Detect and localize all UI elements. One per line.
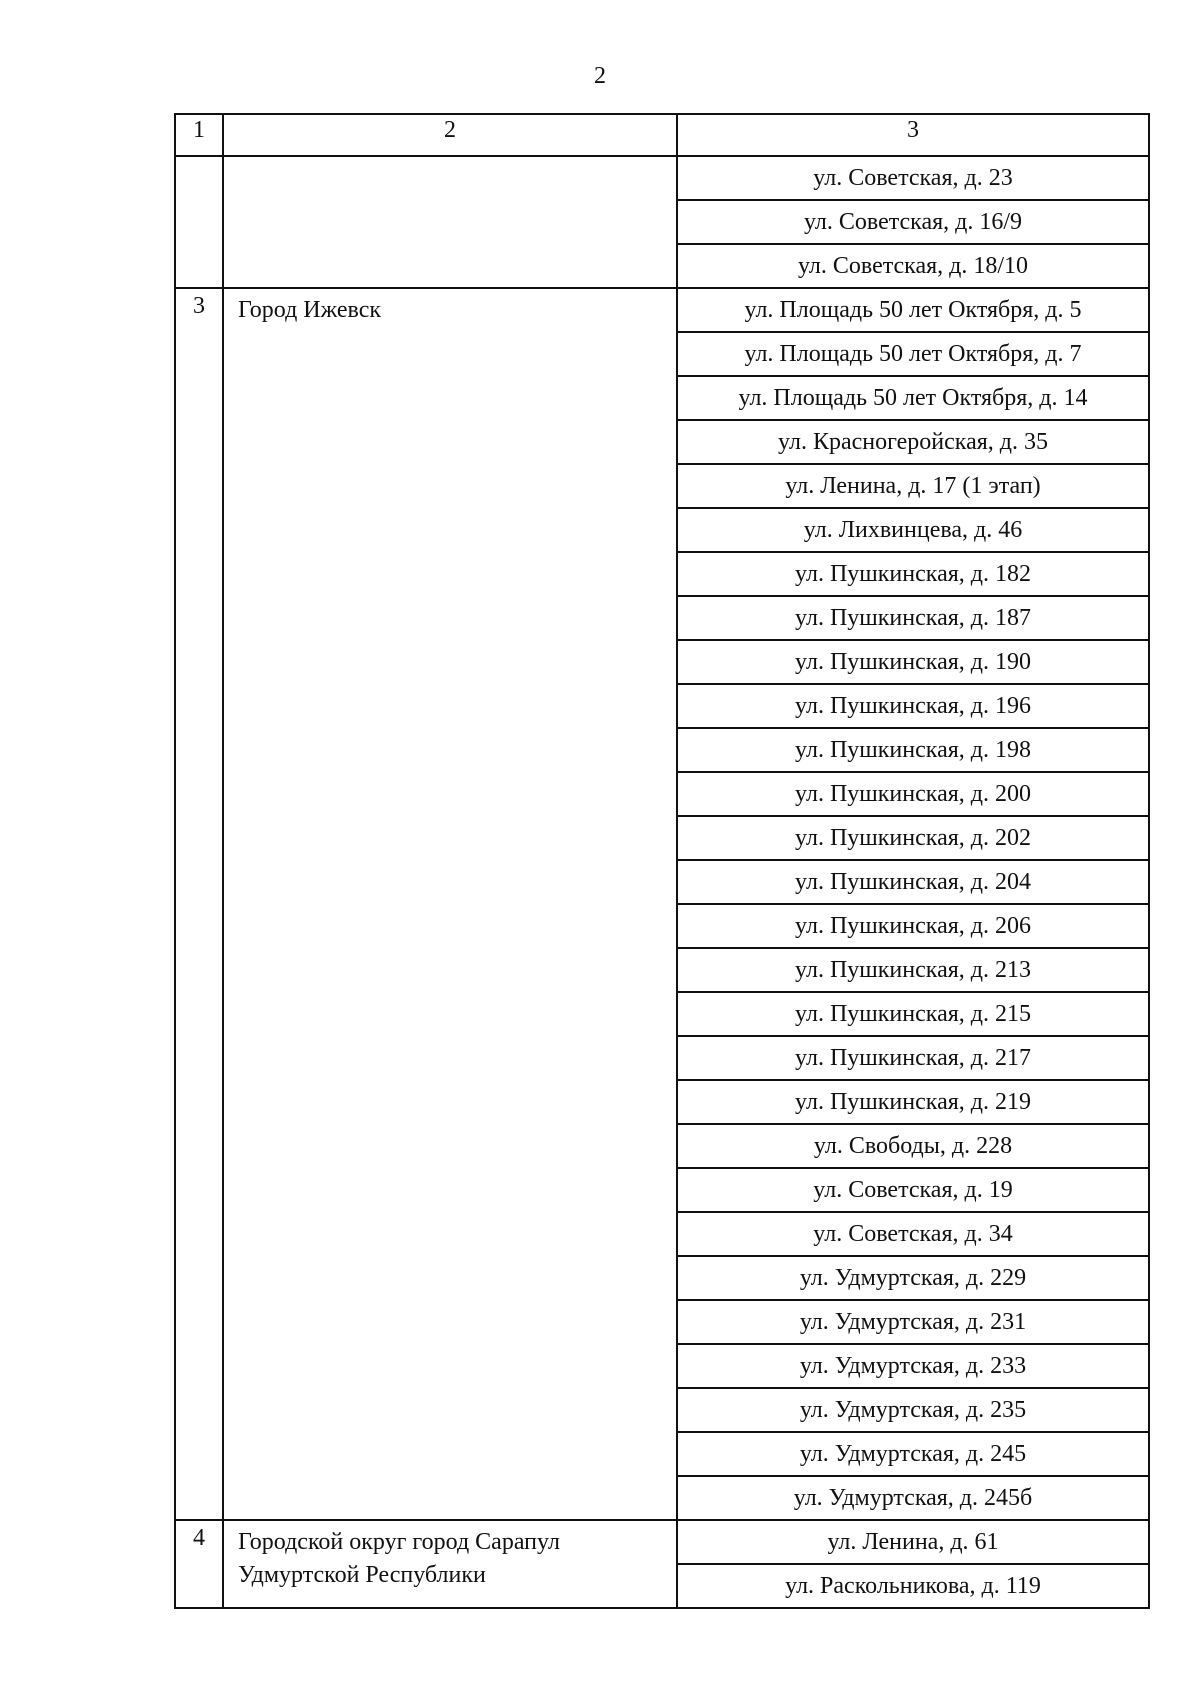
address-cell: ул. Удмуртская, д. 233 [677, 1344, 1149, 1388]
page-number: 2 [594, 63, 606, 89]
address-cell: ул. Пушкинская, д. 182 [677, 552, 1149, 596]
address-table [174, 113, 1150, 1609]
address-cell: ул. Лихвинцева, д. 46 [677, 508, 1149, 552]
address-cell: ул. Ленина, д. 61 [677, 1520, 1149, 1564]
address-cell: ул. Пушкинская, д. 217 [677, 1036, 1149, 1080]
address-cell: ул. Пушкинская, д. 200 [677, 772, 1149, 816]
address-cell: ул. Ленина, д. 17 (1 этап) [677, 464, 1149, 508]
address-cell: ул. Советская, д. 18/10 [677, 244, 1149, 288]
group-number [175, 156, 223, 288]
address-cell: ул. Красногеройская, д. 35 [677, 420, 1149, 464]
address-cell: ул. Удмуртская, д. 245 [677, 1432, 1149, 1476]
address-cell: ул. Удмуртская, д. 235 [677, 1388, 1149, 1432]
municipality-name: Городской округ город Сарапул Удмуртской Республики [223, 1520, 677, 1608]
address-cell: ул. Раскольникова, д. 119 [677, 1564, 1149, 1608]
address-cell: ул. Пушкинская, д. 202 [677, 816, 1149, 860]
address-cell: ул. Советская, д. 34 [677, 1212, 1149, 1256]
address-cell: ул. Свободы, д. 228 [677, 1124, 1149, 1168]
municipality-name: Город Ижевск [223, 288, 677, 1520]
address-cell: ул. Пушкинская, д. 213 [677, 948, 1149, 992]
table-row [175, 1520, 1149, 1564]
address-cell: ул. Советская, д. 16/9 [677, 200, 1149, 244]
group-number: 3 [175, 288, 223, 1520]
address-cell: ул. Удмуртская, д. 229 [677, 1256, 1149, 1300]
address-cell: ул. Советская, д. 19 [677, 1168, 1149, 1212]
address-cell: ул. Пушкинская, д. 219 [677, 1080, 1149, 1124]
address-cell: ул. Пушкинская, д. 187 [677, 596, 1149, 640]
address-cell: ул. Удмуртская, д. 231 [677, 1300, 1149, 1344]
address-cell: ул. Пушкинская, д. 196 [677, 684, 1149, 728]
municipality-name [223, 156, 677, 288]
header-row [175, 114, 1149, 156]
table-row [175, 288, 1149, 332]
header-col-1: 1 [175, 114, 223, 156]
table-row [175, 156, 1149, 200]
address-cell: ул. Площадь 50 лет Октября, д. 5 [677, 288, 1149, 332]
group-number: 4 [175, 1520, 223, 1608]
address-cell: ул. Пушкинская, д. 215 [677, 992, 1149, 1036]
address-cell: ул. Площадь 50 лет Октября, д. 14 [677, 376, 1149, 420]
address-cell: ул. Пушкинская, д. 198 [677, 728, 1149, 772]
address-cell: ул. Пушкинская, д. 190 [677, 640, 1149, 684]
address-table-body [175, 114, 1149, 1608]
address-cell: ул. Пушкинская, д. 206 [677, 904, 1149, 948]
address-cell: ул. Площадь 50 лет Октября, д. 7 [677, 332, 1149, 376]
header-col-3: 3 [677, 114, 1149, 156]
address-cell: ул. Пушкинская, д. 204 [677, 860, 1149, 904]
header-col-2: 2 [223, 114, 677, 156]
address-cell: ул. Удмуртская, д. 245б [677, 1476, 1149, 1520]
address-cell: ул. Советская, д. 23 [677, 156, 1149, 200]
